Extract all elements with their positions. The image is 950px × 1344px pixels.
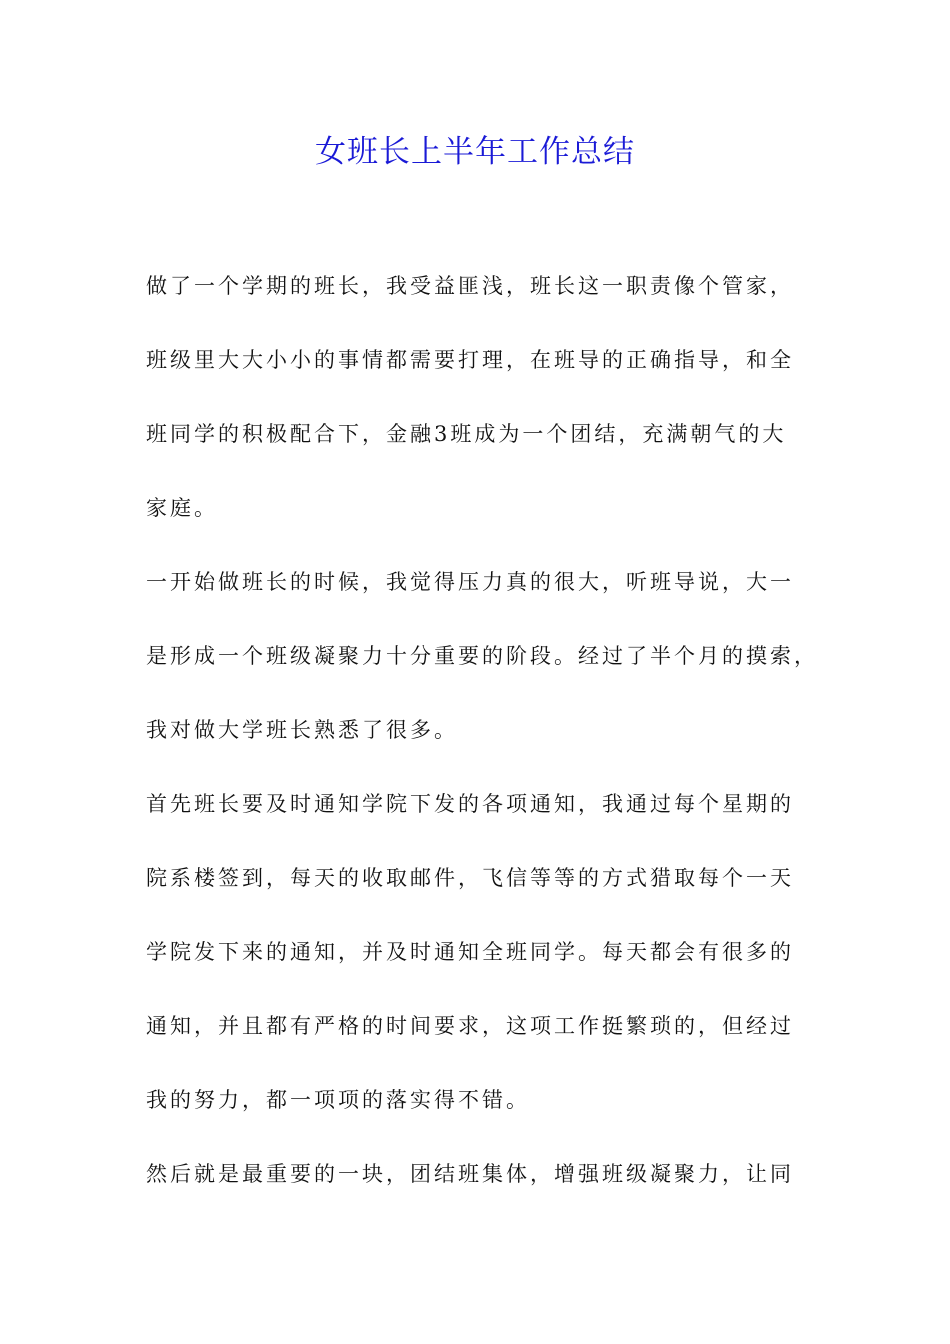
body-line: 做了一个学期的班长，我受益匪浅，班长这一职责像个管家， [146, 274, 794, 298]
body-line: 班级里大大小小的事情都需要打理，在班导的正确指导，和全 [146, 348, 794, 372]
body-line: 学院发下来的通知，并及时通知全班同学。每天都会有很多的 [146, 940, 794, 964]
document-title: 女班长上半年工作总结 [315, 134, 635, 170]
body-line: 通知，并且都有严格的时间要求，这项工作挺繁琐的，但经过 [146, 1014, 794, 1038]
document-body [146, 262, 816, 1224]
body-line: 首先班长要及时通知学院下发的各项通知，我通过每个星期的 [146, 792, 794, 816]
body-line: 是形成一个班级凝聚力十分重要的阶段。经过了半个月的摸索， [146, 644, 818, 668]
body-line: 然后就是最重要的一块，团结班集体，增强班级凝聚力，让同 [146, 1162, 794, 1186]
body-line: 一开始做班长的时候，我觉得压力真的很大，听班导说，大一 [146, 570, 794, 594]
body-line: 班同学的积极配合下，金融3班成为一个团结，充满朝气的大 [146, 422, 787, 446]
body-line: 我的努力，都一项项的落实得不错。 [146, 1088, 530, 1112]
body-line: 我对做大学班长熟悉了很多。 [146, 718, 458, 742]
body-line: 家庭。 [146, 496, 218, 520]
body-line: 院系楼签到，每天的收取邮件，飞信等等的方式猎取每个一天 [146, 866, 794, 890]
